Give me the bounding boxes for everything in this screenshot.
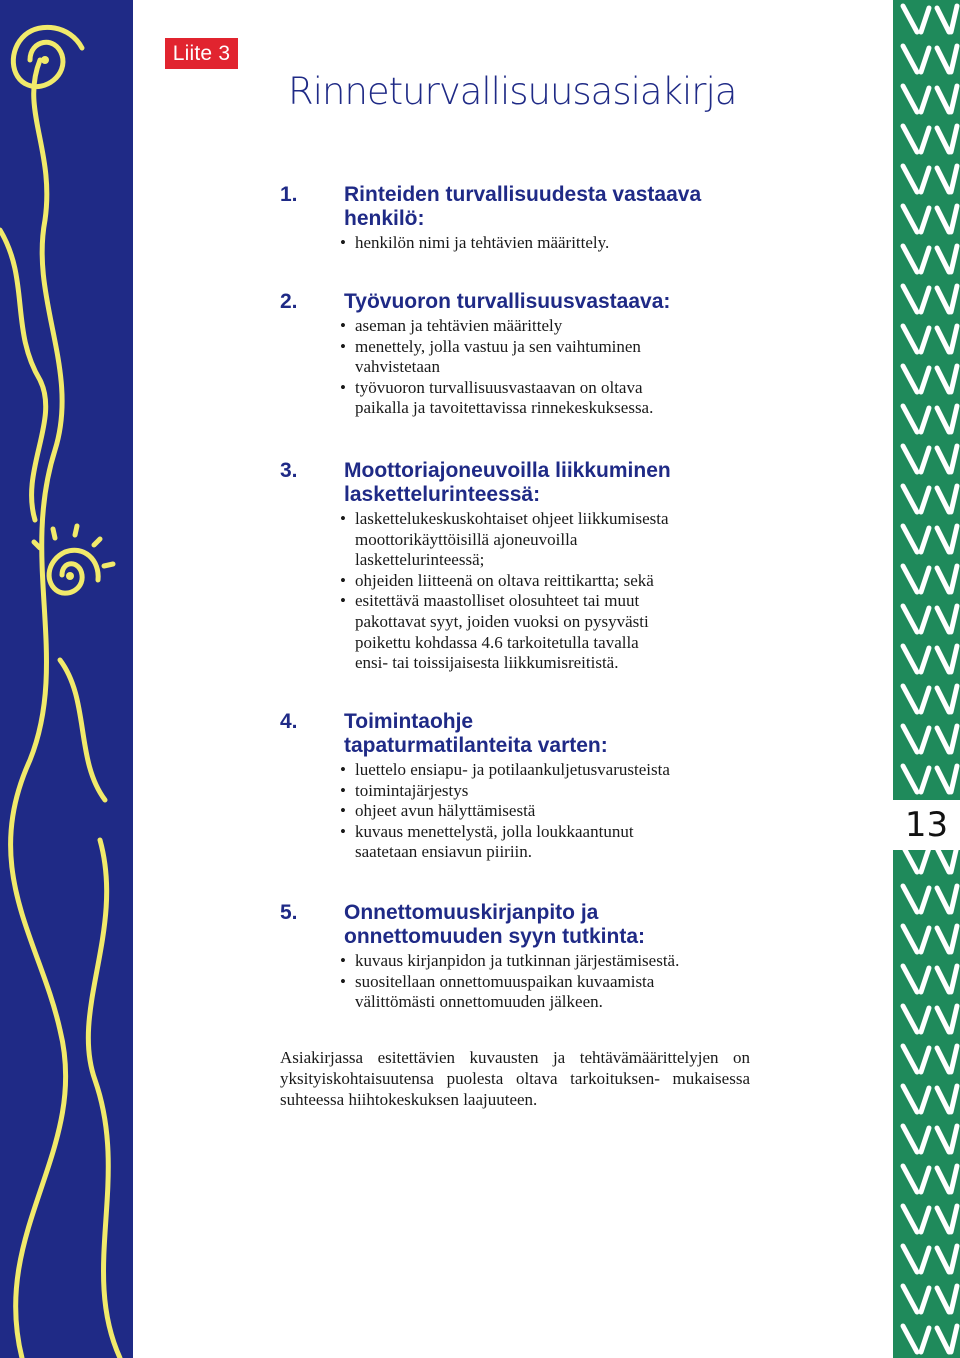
chevron-stroke [937,1288,949,1312]
chevron-stroke [951,926,957,952]
chevron-stroke [937,8,949,32]
chevron-stroke [903,166,917,192]
item-line: moottorikäyttöisillä ajoneuvoilla [355,529,578,549]
list-item: • henkilön nimi ja tehtävien määrittely. [328,233,760,254]
chevron-stroke [951,766,957,792]
chevron-stroke [937,1248,949,1272]
chevron-stroke [921,768,929,792]
chevron-stroke [921,648,929,672]
heading-line: tapaturmatilanteita varten: [344,734,608,757]
heading-line: Toimintaohje [344,710,474,733]
item-line: ensi- tai toissijaisesta liikkumisreitistä. [355,653,619,673]
chevron-stroke [921,168,929,192]
item-line: menettely, jolla vastuu ja sen vaihtuminen [355,336,641,356]
chevron-stroke [903,6,917,32]
right-decor-band [893,0,960,1358]
list-item: • esitettävä maastolliset olosuhteet tai muut pakottavat syyt, joiden vuoksi on pysyvästi poikettu kohdassa 4.6 tarkoitetulla tavalla ensi- tai toissijaisesta liikkumisreitistä. [328,591,760,673]
section-number: 3. [280,459,298,482]
chevron-stroke [921,1088,929,1112]
chevron-stroke [903,566,917,592]
chevron-stroke [903,446,917,472]
chevron-stroke [903,1286,917,1312]
chevron-stroke [921,448,929,472]
item-line: kuvaus kirjanpidon ja tutkinnan järjestämisestä. [355,951,680,970]
section-heading [344,183,760,231]
chevron-stroke [937,1048,949,1072]
chevron-stroke [951,886,957,912]
chevron-stroke [921,8,929,32]
chevron-stroke [937,288,949,312]
chevron-stroke [951,166,957,192]
chevron-stroke [921,928,929,952]
item-line: työvuoron turvallisuusvastaavan on oltava [355,377,643,397]
chevron-stroke [937,48,949,72]
chevron-stroke [903,86,917,112]
list-item: • toimintajärjestys [328,781,760,802]
list-item: • suositellaan onnettomuuspaikan kuvaamista välittömästi onnettomuuden jälkeen. [328,972,760,1013]
chevron-stroke [951,526,957,552]
swirl-ornament-icon [0,0,133,1358]
item-line: ohjeet avun hälyttämisestä [355,801,536,821]
chevron-stroke [951,726,957,752]
section-heading [344,459,760,507]
section-number: 5. [280,901,298,924]
section-number: 2. [280,290,298,313]
chevron-stroke [903,286,917,312]
chevron-stroke [951,966,957,992]
chevron-stroke [903,766,917,792]
chevron-stroke [937,88,949,112]
chevron-stroke [921,328,929,352]
chevron-stroke [951,1006,957,1032]
chevron-stroke [903,1206,917,1232]
list-item: • työvuoron turvallisuusvastaavan on oltava paikalla ja tavoitettavissa rinnekeskuksessa. [328,378,760,419]
chevron-stroke [937,488,949,512]
chevron-stroke [937,1208,949,1232]
chevron-stroke [903,46,917,72]
chevron-stroke [951,206,957,232]
chevron-stroke [937,408,949,432]
chevron-stroke [937,688,949,712]
chevron-stroke [903,926,917,952]
list-item: • kuvaus menettelystä, jolla loukkaantunut saatetaan ensiavun piiriin. [328,822,760,863]
chevron-stroke [921,368,929,392]
chevron-stroke [921,128,929,152]
chevron-stroke [937,1128,949,1152]
list-item: • menettely, jolla vastuu ja sen vaihtuminen vahvistetaan [328,337,760,378]
item-line: ohjeiden liitteenä on oltava reittikartta; sekä [355,570,654,590]
chevron-stroke [951,486,957,512]
chevron-stroke [951,446,957,472]
section-3 [280,459,760,674]
heading-line: Työvuoron turvallisuusvastaava: [344,290,671,313]
chevron-stroke [937,1168,949,1192]
chevron-stroke [937,968,949,992]
item-line: esitettävä maastolliset olosuhteet tai muut [355,591,640,611]
list-item: • ohjeiden liitteenä on oltava reittikartta; sekä [328,571,760,592]
chevron-stroke [937,328,949,352]
chevron-stroke [937,1088,949,1112]
item-line: paikalla ja tavoitettavissa rinnekeskuksessa. [355,398,654,418]
chevron-stroke [903,1006,917,1032]
item-line: laskettelurinteessä; [355,550,485,570]
chevron-stroke [921,528,929,552]
bullet-list [280,316,760,419]
chevron-stroke [951,1286,957,1312]
chevron-stroke [903,206,917,232]
chevron-stroke [951,286,957,312]
chevron-stroke [951,366,957,392]
chevron-stroke [903,1246,917,1272]
bullet-list [280,509,760,674]
chevron-stroke [951,1326,957,1352]
chevron-stroke [951,606,957,632]
chevron-stroke [951,1086,957,1112]
chevron-stroke [921,208,929,232]
chevron-stroke [951,646,957,672]
chevron-stroke [937,168,949,192]
item-line: välittömästi onnettomuuden jälkeen. [355,992,603,1012]
item-line: saatetaan ensiavun piiriin. [355,842,533,862]
chevron-stroke [921,608,929,632]
chevron-stroke [937,248,949,272]
bullet-list [280,233,760,254]
chevron-stroke [903,886,917,912]
chevron-stroke [903,1326,917,1352]
chevron-stroke [921,1128,929,1152]
page-title: Rinneturvallisuusasiakirja [288,70,737,113]
item-line: poikettu kohdassa 4.6 tarkoitetulla tavalla [355,632,639,652]
item-line: toimintajärjestys [355,780,469,800]
chevron-stroke [937,848,949,872]
chevron-stroke [951,126,957,152]
appendix-badge: Liite 3 [165,38,238,69]
chevron-stroke [903,246,917,272]
section-number: 1. [280,183,298,206]
section-heading [344,290,760,314]
chevron-stroke [903,126,917,152]
chevron-stroke [921,1288,929,1312]
chevron-stroke [937,888,949,912]
item-line: luettelo ensiapu- ja potilaankuljetusvarusteista [355,760,670,779]
chevron-stroke [921,88,929,112]
chevron-stroke [903,1126,917,1152]
section-heading [344,901,760,949]
heading-line: Moottoriajoneuvoilla liikkuminen [344,459,671,482]
chevron-stroke [951,686,957,712]
chevron-stroke [937,368,949,392]
bullet-list [280,760,760,863]
chevron-stroke [951,1206,957,1232]
chevron-stroke [903,606,917,632]
chevron-stroke [937,128,949,152]
chevron-stroke [921,288,929,312]
chevron-stroke [937,608,949,632]
chevron-stroke [921,1048,929,1072]
chevron-stroke [921,1208,929,1232]
list-item: • ohjeet avun hälyttämisestä [328,801,760,822]
chevron-stroke [903,526,917,552]
chevron-stroke [921,888,929,912]
section-number: 4. [280,710,298,733]
chevron-stroke [903,486,917,512]
chevron-stroke [921,1328,929,1352]
chevron-stroke [903,646,917,672]
chevron-stroke [921,1248,929,1272]
chevron-stroke [951,46,957,72]
chevron-stroke [937,1008,949,1032]
chevron-stroke [903,326,917,352]
chevron-stroke [921,48,929,72]
chevron-stroke [921,568,929,592]
chevron-stroke [903,366,917,392]
item-line: henkilön nimi ja tehtävien määrittely. [355,233,610,252]
list-item: • laskettelukeskuskohtaiset ohjeet liikkumisesta moottorikäyttöisillä ajoneuvoilla laskettelurinteessä; [328,509,760,571]
bullet-list [280,951,760,1013]
chevron-stroke [937,728,949,752]
chevron-pattern-icon [893,0,960,1358]
left-decor-band [0,0,133,1358]
chevron-stroke [951,246,957,272]
chevron-stroke [921,408,929,432]
heading-line: Onnettomuuskirjanpito ja [344,901,599,924]
section-5 [280,901,760,1013]
item-line: suositellaan onnettomuuspaikan kuvaamista [355,971,655,991]
chevron-stroke [951,1126,957,1152]
item-line: vahvistetaan [355,357,440,377]
page-number: 13 [893,800,960,850]
chevron-stroke [921,728,929,752]
chevron-stroke [921,968,929,992]
chevron-stroke [937,648,949,672]
chevron-stroke [951,1246,957,1272]
chevron-stroke [951,566,957,592]
chevron-stroke [903,1166,917,1192]
chevron-stroke [921,1168,929,1192]
item-line: aseman ja tehtävien määrittely [355,316,563,335]
chevron-stroke [937,568,949,592]
chevron-stroke [951,1046,957,1072]
chevron-stroke [903,686,917,712]
chevron-stroke [903,406,917,432]
list-item: • kuvaus kirjanpidon ja tutkinnan järjestämisestä. [328,951,760,972]
chevron-stroke [937,768,949,792]
item-line: pakottavat syyt, joiden vuoksi on pysyvästi [355,611,649,631]
chevron-stroke [937,208,949,232]
chevron-stroke [951,326,957,352]
heading-line: onnettomuuden syyn tutkinta: [344,925,645,948]
chevron-stroke [921,688,929,712]
chevron-stroke [921,488,929,512]
chevron-stroke [921,1008,929,1032]
chevron-stroke [937,928,949,952]
chevron-stroke [903,1086,917,1112]
heading-line: henkilö: [344,207,425,230]
section-heading [344,710,760,758]
section-1 [280,183,760,254]
chevron-stroke [951,1166,957,1192]
chevron-stroke [921,248,929,272]
heading-line: Rinteiden turvallisuudesta vastaava [344,183,702,206]
item-line: laskettelukeskuskohtaiset ohjeet liikkumisesta [355,509,669,528]
chevron-stroke [903,966,917,992]
chevron-stroke [951,86,957,112]
section-2 [280,290,760,419]
list-item: • luettelo ensiapu- ja potilaankuljetusvarusteista [328,760,760,781]
section-4 [280,710,760,863]
chevron-stroke [903,726,917,752]
item-line: kuvaus menettelystä, jolla loukkaantunut [355,821,634,841]
chevron-stroke [903,1046,917,1072]
heading-line: laskettelurinteessä: [344,483,541,506]
chevron-stroke [937,1328,949,1352]
chevron-stroke [951,6,957,32]
closing-paragraph: Asiakirjassa esitettävien kuvausten ja tehtävämäärittelyjen on yksityiskohtaisuutensa puolesta oltava tarkoituksen- mukaisessa suhteessa hiihtokeskuksen laajuuteen. [280,1048,750,1109]
chevron-stroke [921,848,929,872]
list-item: • aseman ja tehtävien määrittely [328,316,760,337]
chevron-stroke [937,448,949,472]
chevron-stroke [937,528,949,552]
chevron-stroke [951,406,957,432]
